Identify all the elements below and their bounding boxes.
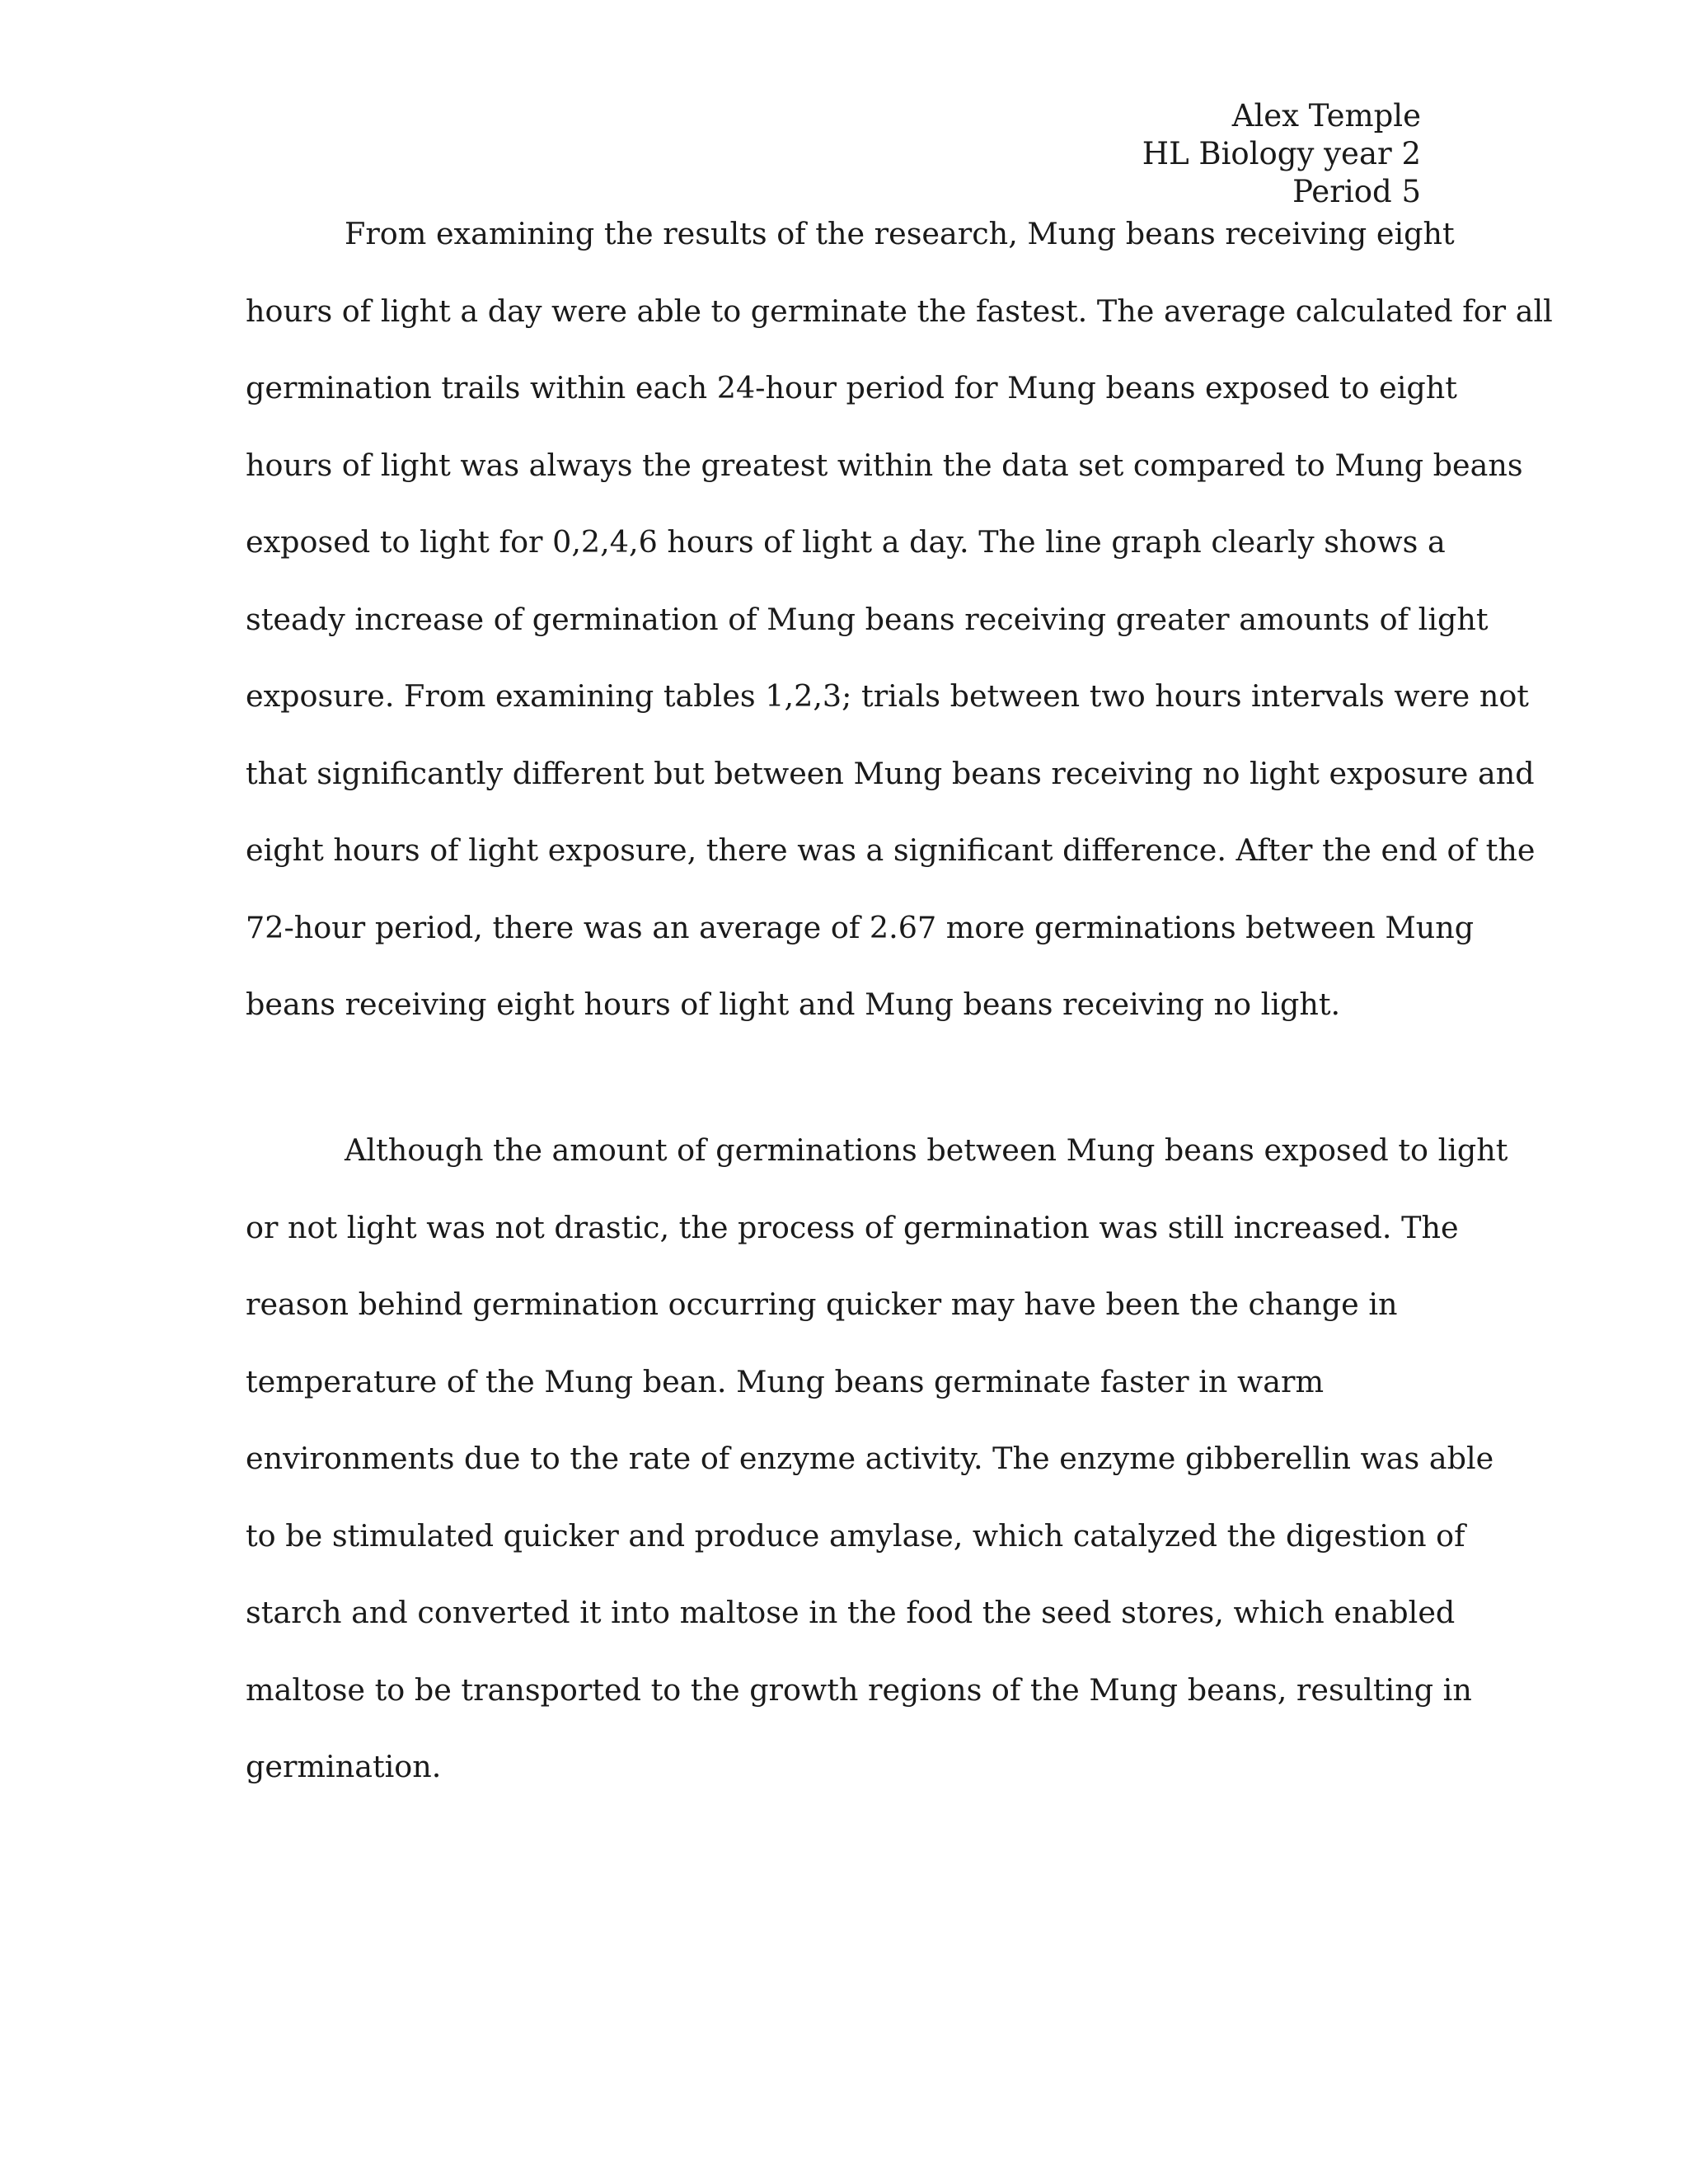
paragraph-discussion	[246, 1112, 1508, 1806]
paragraph-line: maltose to be transported to the growth regions of the Mung beans, resulting in	[246, 1671, 1472, 1708]
paragraph-line: hours of light was always the greatest within the data set compared to Mung beans	[246, 447, 1523, 483]
paragraph-line: beans receiving eight hours of light and Mung beans receiving no light.	[246, 987, 1341, 1022]
paragraph-line: hours of light a day were able to germinate the fastest. The average calculated for all	[246, 293, 1553, 329]
paragraph-line: Although the amount of germinations between Mung beans exposed to light	[345, 1132, 1508, 1168]
paragraph-line: exposed to light for 0,2,4,6 hours of light a day. The line graph clearly shows a	[246, 524, 1446, 560]
paragraph-line: 72-hour period, there was an average of 2.67 more germinations between Mung	[246, 909, 1475, 945]
author-name: Alex Temple	[1231, 98, 1421, 134]
paragraph-line: steady increase of germination of Mung beans receiving greater amounts of light	[246, 601, 1489, 637]
course-name: HL Biology year 2	[1142, 136, 1421, 171]
paragraph-line: reason behind germination occurring quicker may have been the change in	[246, 1286, 1398, 1322]
author-header	[1142, 97, 1421, 211]
paragraph-line: exposure. From examining tables 1,2,3; trials between two hours intervals were not	[246, 678, 1529, 714]
paragraph-line: germination.	[246, 1749, 442, 1784]
paragraph-line: environments due to the rate of enzyme activity. The enzyme gibberellin was able	[246, 1441, 1494, 1476]
paragraph-line: From examining the results of the research, Mung beans receiving eight	[345, 216, 1455, 251]
paragraph-results	[246, 195, 1553, 1043]
paragraph-line: to be stimulated quicker and produce amylase, which catalyzed the digestion of	[246, 1517, 1465, 1554]
paragraph-line: temperature of the Mung bean. Mung beans germinate faster in warm	[246, 1363, 1325, 1399]
paragraph-line: starch and converted it into maltose in the food the seed stores, which enabled	[246, 1595, 1456, 1630]
paragraph-line: that significantly different but between Mung beans receiving no light exposure and	[246, 755, 1535, 791]
paragraph-line: germination trails within each 24-hour period for Mung beans exposed to eight	[246, 370, 1457, 405]
class-period: Period 5	[1292, 174, 1421, 209]
paragraph-line: or not light was not drastic, the process of germination was still increased. The	[246, 1209, 1459, 1245]
paragraph-line: eight hours of light exposure, there was a significant difference. After the end of the	[246, 832, 1536, 868]
